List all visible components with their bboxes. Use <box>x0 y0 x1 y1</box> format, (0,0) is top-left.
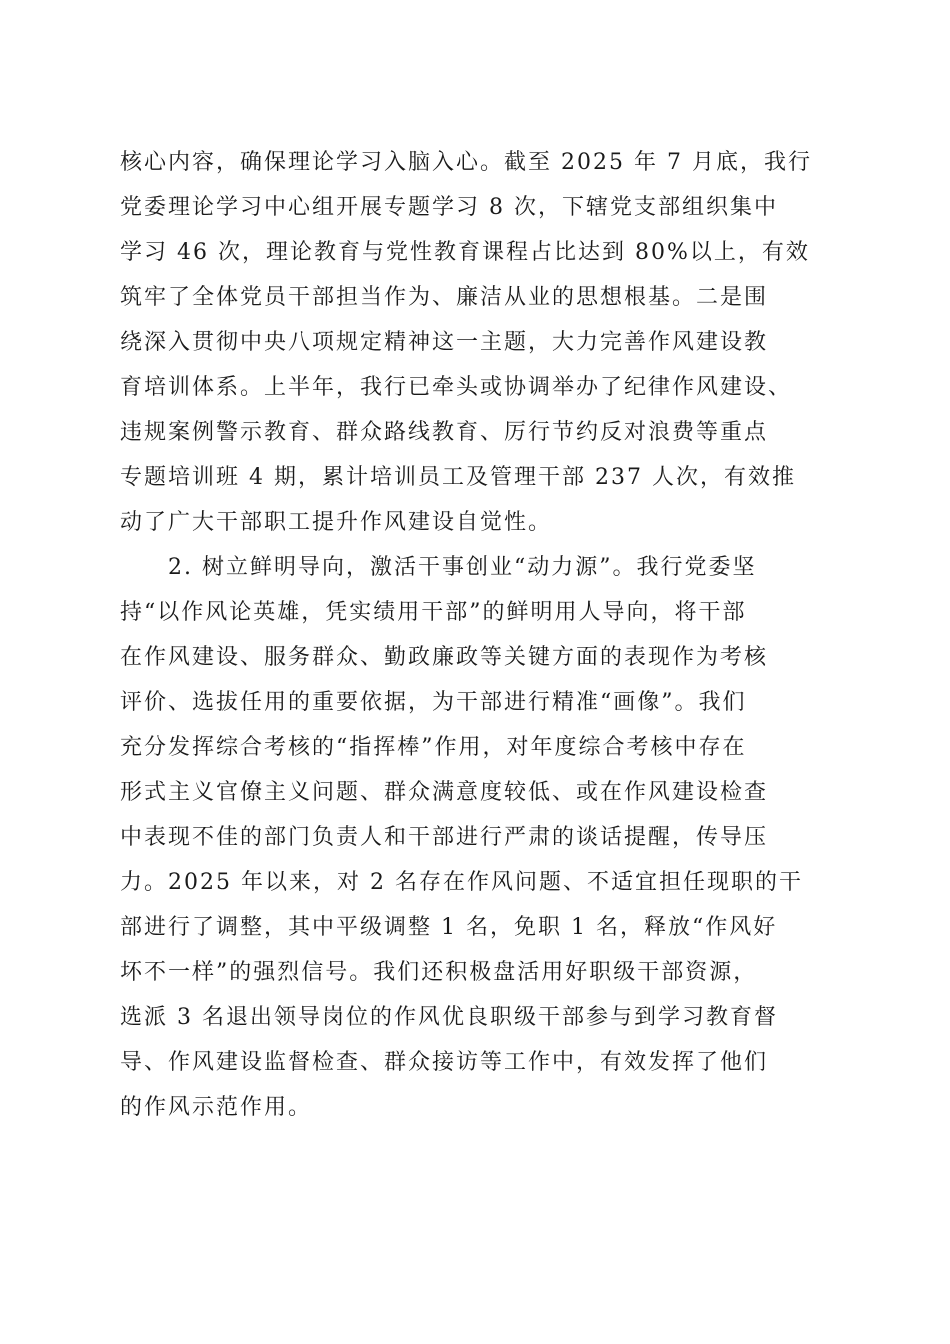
text-line: 力。2025 年以来，对 2 名存在作风问题、不适宜担任现职的干 <box>120 870 803 895</box>
text-line: 绕深入贯彻中央八项规定精神这一主题，大力完善作风建设教 <box>120 330 769 355</box>
document-body <box>120 140 840 1130</box>
text-line: 持“以作风论英雄，凭实绩用干部”的鲜明用人导向，将干部 <box>120 600 747 625</box>
text-line: 坏不一样”的强烈信号。我们还积极盘活用好职级干部资源， <box>120 960 758 985</box>
text-line: 部进行了调整，其中平级调整 1 名，免职 1 名，释放“作风好 <box>120 915 778 940</box>
text-line: 在作风建设、服务群众、勤政廉政等关键方面的表现作为考核 <box>120 645 769 670</box>
text-line: 充分发挥综合考核的“指挥棒”作用，对年度综合考核中存在 <box>120 735 747 760</box>
text-line: 违规案例警示教育、群众路线教育、厉行节约反对浪费等重点 <box>120 420 769 445</box>
text-line: 育培训体系。上半年，我行已牵头或协调举办了纪律作风建设、 <box>120 375 793 400</box>
text-line: 形式主义官僚主义问题、群众满意度较低、或在作风建设检查 <box>120 780 769 805</box>
text-line: 党委理论学习中心组开展专题学习 8 次，下辖党支部组织集中 <box>120 195 778 220</box>
text-line: 评价、选拔任用的重要依据，为干部进行精准“画像”。我们 <box>120 690 747 715</box>
text-line: 选派 3 名退出领导岗位的作风优良职级干部参与到学习教育督 <box>120 1005 778 1030</box>
text-line: 中表现不佳的部门负责人和干部进行严肃的谈话提醒，传导压 <box>120 825 769 850</box>
text-line: 核心内容，确保理论学习入脑入心。截至 2025 年 7 月底，我行 <box>120 150 812 175</box>
text-line: 的作风示范作用。 <box>120 1095 313 1120</box>
text-line: 筑牢了全体党员干部担当作为、廉洁从业的思想根基。二是围 <box>120 285 769 310</box>
paragraph-heading-line: 2. 树立鲜明导向，激活干事创业“动力源”。我行党委坚 <box>168 555 757 580</box>
text-line: 动了广大干部职工提升作风建设自觉性。 <box>120 510 553 535</box>
text-line: 导、作风建设监督检查、群众接访等工作中，有效发挥了他们 <box>120 1050 769 1075</box>
text-line: 学习 46 次，理论教育与党性教育课程占比达到 80%以上，有效 <box>120 240 810 265</box>
text-line: 专题培训班 4 期，累计培训员工及管理干部 237 人次，有效推 <box>120 465 796 490</box>
